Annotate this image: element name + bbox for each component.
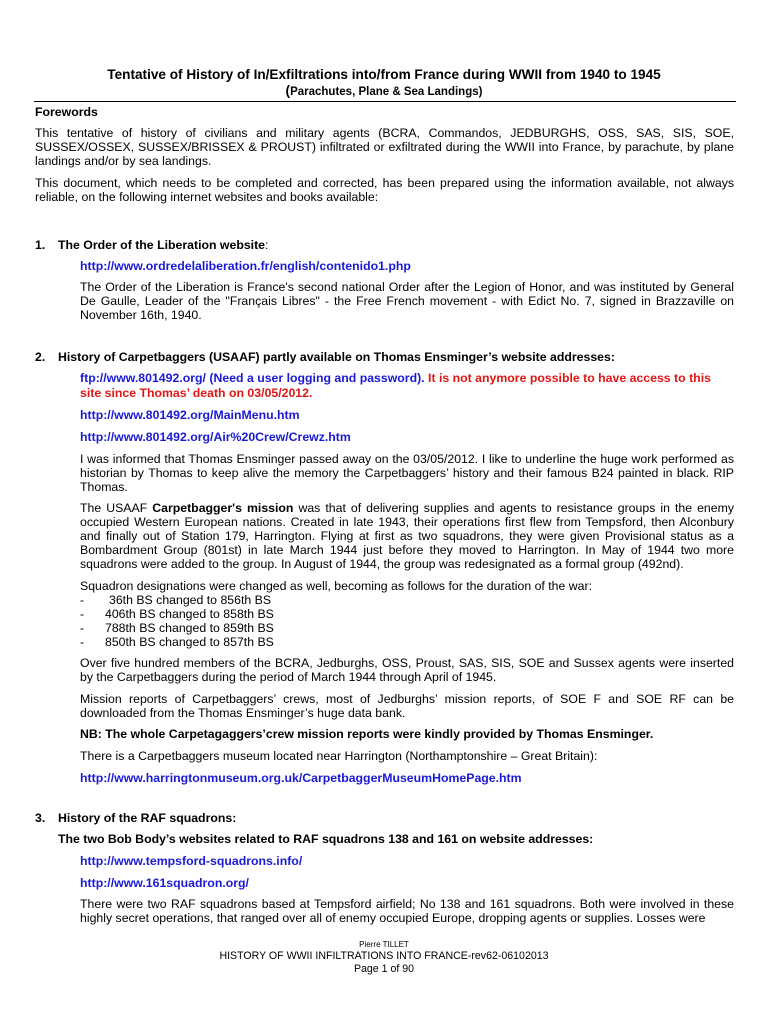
forewords-paragraph-2: This document, which needs to be completed and corrected, has been prepared using the information available, not always reliable, on the following internet websites and books available: [35, 175, 734, 204]
page-footer [34, 939, 734, 976]
list-item [80, 594, 734, 608]
mission-bold: Carpetbagger's mission [152, 501, 294, 516]
document-title: Tentative of History of In/Exfiltrations into/from France during WWII from 1940 to 1945 [107, 67, 661, 82]
section-1-number: 1. [35, 238, 46, 253]
section-1-colon: : [265, 238, 269, 253]
list-dash: - [80, 620, 85, 635]
tempsford-link[interactable]: http://www.tempsford-squadrons.info/ [80, 853, 303, 868]
squadron-intro: Squadron designations were changed as well, becoming as follows for the duration of the war: [80, 578, 592, 593]
footer-author: Pierre TILLET [359, 940, 409, 949]
subtitle-paren: ( [285, 83, 291, 98]
mainmenu-link-para[interactable] [80, 409, 734, 423]
mission-pre: The USAAF [80, 501, 153, 516]
list-item-text: 36th BS changed to 856th BS [109, 592, 272, 607]
section-1-text: The Order of the Liberation is France's second national Order after the Legion of Honor, and was instituted by General De Gaulle, Leader of the "Français Libres" - the Free French movement - with Edict No. 7, signed in Brazzaville on November 16th, 1940. [80, 280, 734, 323]
squadron161-link-para[interactable] [80, 877, 734, 891]
crewz-link-para[interactable] [80, 431, 734, 445]
order-liberation-link[interactable] [80, 260, 734, 274]
section-3-text: There were two RAF squadrons based at Tempsford airfield; No 138 and 161 squadrons. Both were involved in these highly secret operations, that ranged over all of enemy occupied Europe, dropping agents or supplies. Losses were [80, 897, 734, 926]
mainmenu-link[interactable]: http://www.801492.org/MainMenu.htm [80, 407, 300, 422]
forewords-paragraph-1: This tentative of history of civilians and military agents (BCRA, Commandos, JEDBURGHS, OSS, SAS, SIS, SOE, SUSSEX/OSSEX, SUSSEX/BRISSEX & PROUST) infiltrated or exfiltrated during the WWII into France, by parachute, by plane landings and/or by sea landings. [35, 125, 734, 168]
section-2-heading [35, 351, 734, 365]
title-divider [34, 101, 736, 102]
section-2-title: History of Carpetbaggers (USAAF) partly available on Thomas Ensminger’s website addresses: [58, 349, 615, 364]
nb-note: NB: The whole Carpetagaggers’crew mission reports were kindly provided by Thomas Ensminger. [80, 727, 654, 742]
mission-post: was that of delivering supplies and agents to resistance groups in the enemy occupied Western European nations. Created in late 1943, their operations first flew from Tempsford, then Alconbury and finally out of Station 179, Harrington. Flying at first as two squadrons, they were given Provisional status as a Bombardment Group (801st) in late March 1944 just before they moved to Harrington. In May of 1944 two more squadrons were added to the group. In August of 1944, the group was redesignated as a formal group (492nd). [80, 501, 734, 572]
squadron-list [80, 594, 734, 650]
museum-paragraph: There is a Carpetbaggers museum located near Harrington (Northamptonshire – Great Britain): [80, 749, 598, 763]
museum-link[interactable]: http://www.harringtonmuseum.org.uk/CarpetbaggerMuseumHomePage.htm [80, 770, 522, 785]
crewz-link[interactable]: http://www.801492.org/Air%20Crew/Crewz.htm [80, 429, 351, 444]
section-3-heading [35, 812, 734, 826]
museum-link-para[interactable] [80, 772, 734, 786]
title-block [34, 66, 734, 100]
mission-reports-paragraph: Mission reports of Carpetbaggers’ crews, most of Jedburghs’ mission reports, of SOE F and SOE RF can be downloaded from the Thomas Ensminger’s huge data bank. [80, 692, 734, 721]
ftp-warning: It is not anymore possible to have access to this site since Thomas’ death on 03/05/2012. [80, 370, 711, 400]
agents-paragraph: Over five hundred members of the BCRA, Jedburghs, OSS, Proust, SAS, SIS, SOE and Sussex agents were inserted by the Carpetbaggers during the period of March 1944 through April of 1945. [80, 656, 734, 685]
list-item [80, 622, 734, 636]
list-item [80, 608, 734, 622]
subtitle-text: Parachutes, Plane & Sea Landings) [290, 86, 483, 98]
list-item-text: 406th BS changed to 858th BS [105, 606, 274, 621]
footer-page-number: Page 1 of 90 [353, 963, 415, 975]
ftp-link[interactable]: ftp://www.801492.org/ (Need a user logging and password). [80, 370, 425, 385]
order-liberation-link-text[interactable]: http://www.ordredelaliberation.fr/english/contenido1.php [80, 259, 411, 274]
footer-document-name: HISTORY OF WWII INFILTRATIONS INTO FRANCE-rev62-06102013 [219, 950, 549, 962]
list-item [80, 636, 734, 650]
section-1-heading [35, 239, 734, 253]
section-2-number: 2. [35, 349, 46, 364]
list-item-text: 850th BS changed to 857th BS [105, 634, 274, 649]
carpetbagger-mission-paragraph [80, 502, 734, 572]
ftp-paragraph [80, 371, 734, 401]
list-item-text: 788th BS changed to 859th BS [105, 620, 274, 635]
squadron161-link[interactable]: http://www.161squadron.org/ [80, 875, 249, 890]
section-3-title: History of the RAF squadrons: [58, 810, 237, 825]
list-dash: - [80, 606, 85, 621]
section-3-number: 3. [35, 810, 46, 825]
tempsford-link-para[interactable] [80, 855, 734, 869]
list-dash: - [80, 634, 85, 649]
section-1-title: The Order of the Liberation website [58, 238, 266, 253]
document-body [35, 106, 734, 926]
ensminger-paragraph: I was informed that Thomas Ensminger passed away on the 03/05/2012. I like to underline the huge work performed as historian by Thomas to keep alive the memory the Carpetbaggers’ history and their famous B24 painted in black. RIP Thomas. [80, 451, 734, 494]
list-dash: - [80, 592, 85, 607]
section-3-subheading: The two Bob Body’s websites related to RAF squadrons 138 and 161 on website addresses: [58, 831, 594, 846]
forewords-heading: Forewords [35, 105, 98, 119]
document-subtitle [34, 83, 734, 100]
